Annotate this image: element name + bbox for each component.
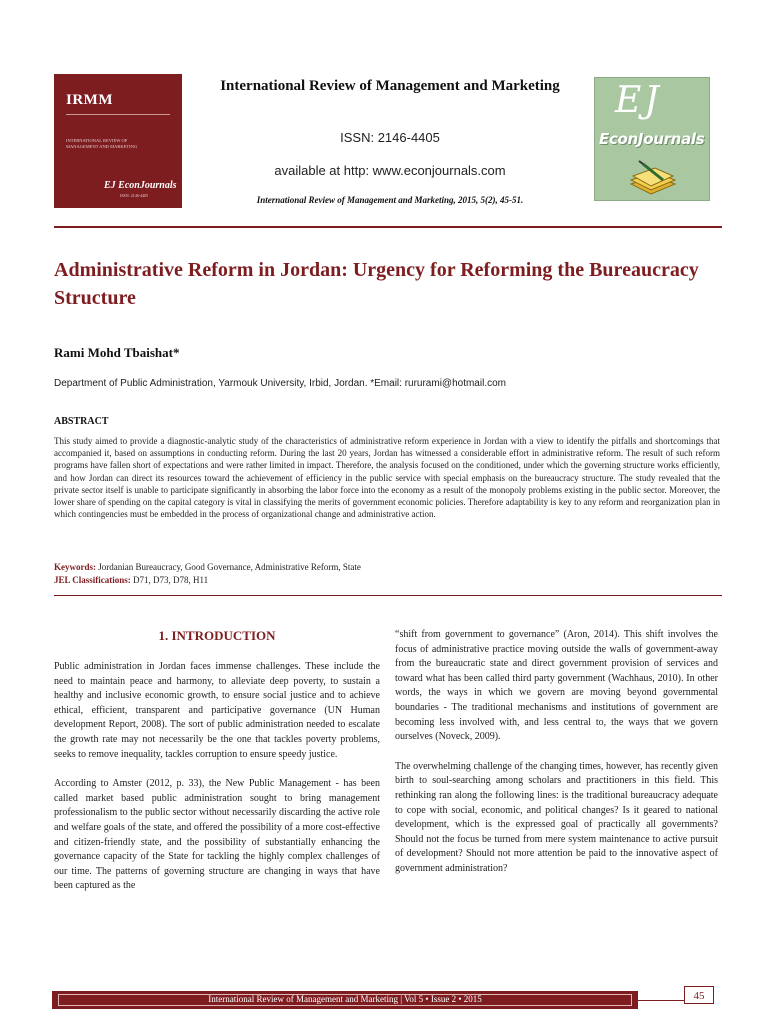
paragraph: According to Amster (2012, p. 33), the New Public Management - has been called market based public administration sought to bring management professionalism to the public sector without necessarily discarding the active role and welfare goals of the state, and offered the possibility of a more cost-effective and citizen-friendly state, and the possibility of substantially enhancing the governance capacity of the State for tackling the highly complex challenges of our time. The patterns of governing structure are changing in ways that have been captured as the <box>54 778 380 892</box>
keywords-divider <box>54 595 722 596</box>
books-pencil-icon <box>629 158 677 198</box>
jel-value: D71, D73, D78, H11 <box>133 574 209 585</box>
keywords-block <box>54 561 720 586</box>
footer-text: International Review of Management and Marketing | Vol 5 • Issue 2 • 2015 <box>208 994 482 1004</box>
cover-subtitle: INTERNATIONAL REVIEW OF MANAGEMENT AND MARKETING <box>66 138 138 149</box>
paragraph: The overwhelming challenge of the changing times, however, has recently given birth to soul-searching among scholars and practitioners in this field. This rethinking ran along the following lines: is the traditional bureaucracy adequate to cope with social, economic, and political changes? Is it geared to national development, which is the expressed goal of practically all governments? Should not the focus be turned from mere system maintenance to active pursuit of development? Should not more attention be paid to the innovative aspect of government administration? <box>395 760 718 874</box>
right-column <box>395 628 718 892</box>
abstract-text: This study aimed to provide a diagnostic-analytic study of the characteristics of administrative reform experience in Jordan with a view to identify the pitfalls and shortcomings that accompanied it, based on assumptions in conducting reform. During the last 20 years, Jordan has witnessed a considerable effort in administrative reform. The result of such reform programs have fallen short of expectations and were rather limited in impact. Therefore, the analysis focused on the conditioned, under which the governing structure works efficiently, and how Jordan can direct its resources toward the achievement of efficiency in the public service with special emphasis on the bureaucracy structure. The study revealed that the private sector itself is unable to participate significantly in absorbing the labor force into the economy as a result of the monopoly problems existing in the public sector. Moreover, the lower share of spending on the capital category is vital in classifying the merits of government economic policies. Therefore adaptability is key to any reform and reorganization plan in which contingencies must be embedded in the process of organizational change and administrative action. <box>54 436 720 520</box>
journal-title: International Review of Management and Marketing <box>220 78 560 94</box>
abstract-heading: ABSTRACT <box>54 416 109 427</box>
keywords-label: Keywords: <box>54 562 96 572</box>
header-divider <box>54 226 722 228</box>
footer-connector <box>638 1000 684 1001</box>
paragraph: Public administration in Jordan faces immense challenges. These include the need to maintain peace and harmony, to alleviate deep poverty, to sustain a healthy and inclusive economic growth, to ensure social justice and to achieve ethical, efficient, transparent and participative governance (UN Human development Report, 2008). The sort of public administration needed to escalate the growth rate may not necessarily be the one that tackles poverty problems, seeks to remove inequality, tackles corruption to ensure speedy justice. <box>54 661 380 760</box>
cover-issn: ISSN: 2146-4405 <box>120 193 149 198</box>
page-number: 45 <box>684 986 714 1004</box>
jel-label: JEL Classifications: <box>54 574 131 585</box>
article-title: Administrative Reform in Jordan: Urgency for Reforming the Bureaucracy Structure <box>54 259 699 309</box>
econjournals-logo <box>594 77 710 201</box>
paragraph: “shift from government to governance” (Aron, 2014). This shift involves the focus of administrative practice moving outside the walls of government-away from the bureaucratic state and direct government provision of services and toward what has been called third party government (Wachhaus, 2010). In other words, the ways in which we govern are moving beyond governmental boundaries - The traditional mechanisms and institutions of government are becoming less involved with, and less central to, the ways that we govern ourselves (Noveck, 2009). <box>395 629 718 743</box>
keywords-line <box>54 561 720 574</box>
logo-name: EconJournals <box>599 130 705 148</box>
journal-citation: International Review of Management and Marketing, 2015, 5(2), 45-51. <box>256 195 524 205</box>
article-author: Rami Mohd Tbaishat* <box>54 345 180 360</box>
cover-acronym: IRMM <box>66 92 113 108</box>
keywords-value: Jordanian Bureaucracy, Good Governance, Administrative Reform, State <box>98 562 361 572</box>
journal-issn: ISSN: 2146-4405 <box>340 130 440 145</box>
journal-availability: available at http: www.econjournals.com <box>274 163 506 178</box>
jel-line <box>54 574 720 587</box>
journal-cover-image <box>54 74 182 208</box>
logo-mark: EJ <box>615 80 662 121</box>
left-column <box>54 660 380 909</box>
section-heading-introduction: 1. INTRODUCTION <box>158 628 276 643</box>
author-affiliation: Department of Public Administration, Yarmouk University, Irbid, Jordan. *Email: rururami@hotmail.com <box>54 378 506 389</box>
cover-publisher-mark: EJ EconJournals <box>104 180 177 191</box>
cover-divider <box>66 114 170 115</box>
